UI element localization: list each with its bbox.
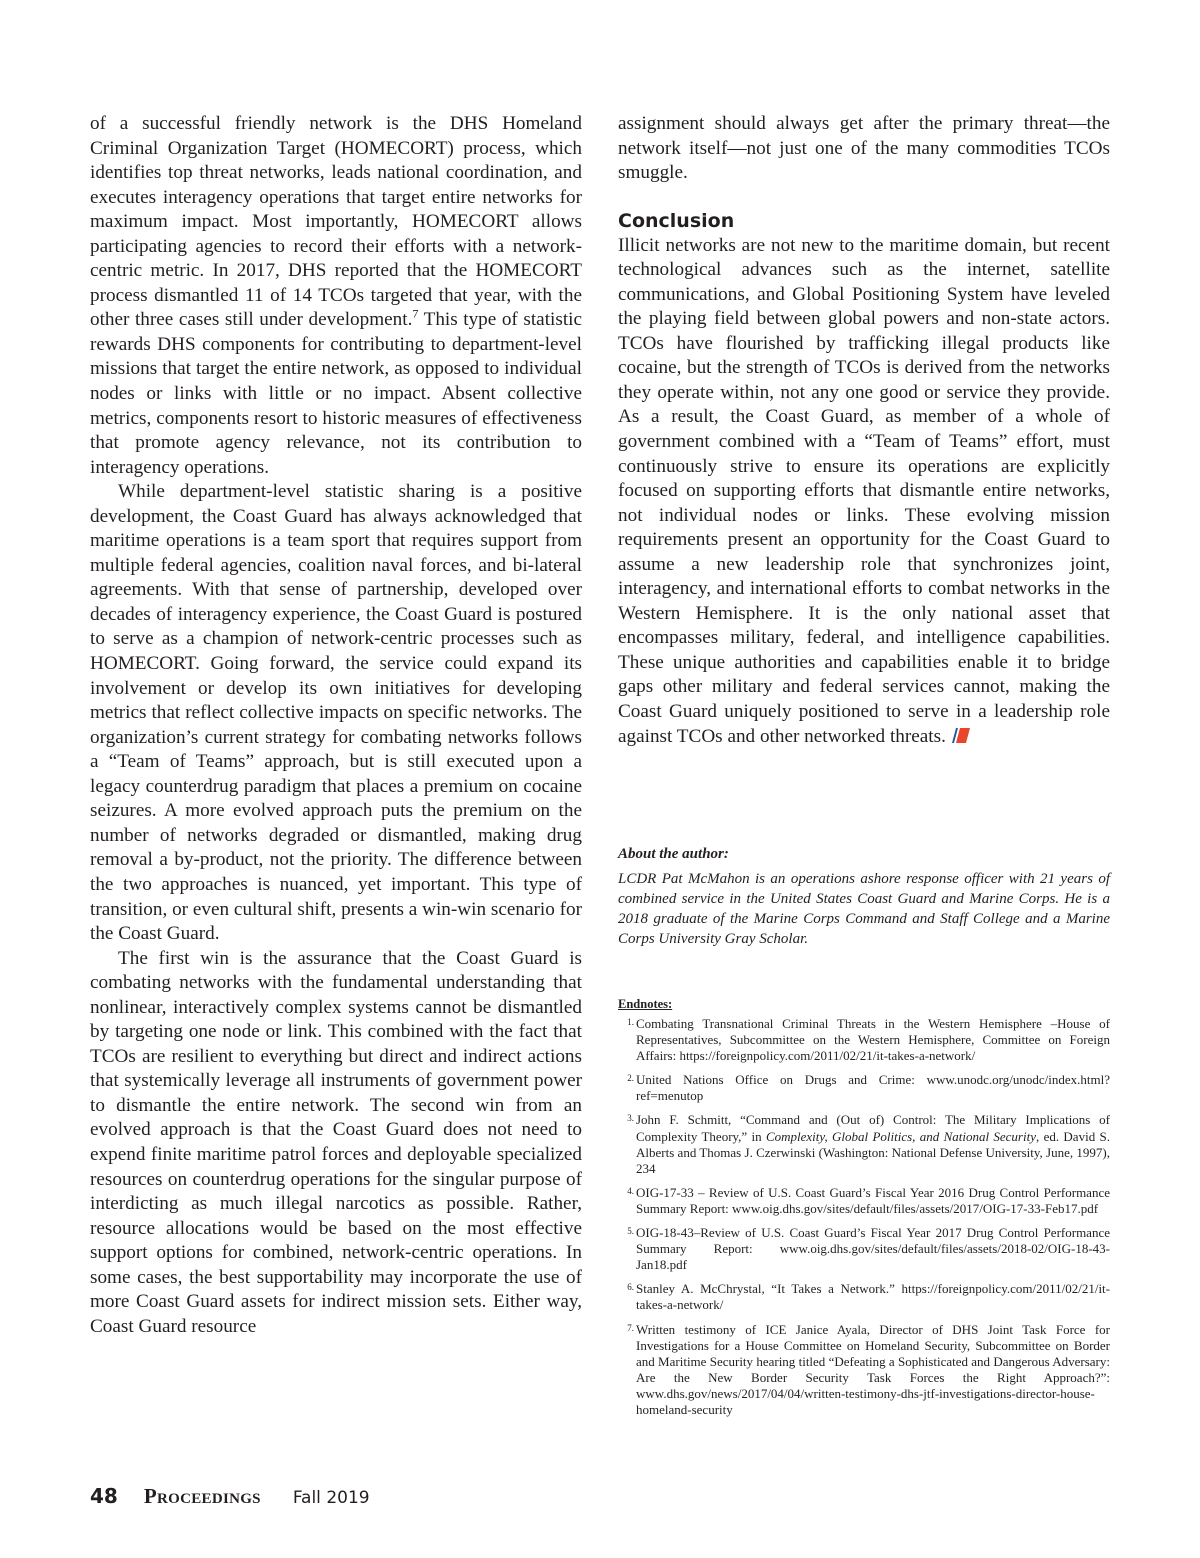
endnote-text: OIG-17-33 – Review of U.S. Coast Guard’s Fiscal Year 2016 Drug Control Performance Summary Report: www.oig.dhs.gov/sites/default/files/assets/2017/OIG-17-33-Feb17.pdf: [636, 1184, 1110, 1216]
endnote: [618, 1112, 1110, 1176]
endnotes: [618, 996, 1110, 1426]
issue-date: Fall 2019: [292, 1488, 370, 1508]
endnote: [618, 1225, 1110, 1273]
body-paragraph: While department-level statistic sharing is a positive development, the Coast Guard has always acknowledged that maritime operations is a team sport that requires support from multiple federal agencies, coalition naval forces, and bi-lateral agreements. With that sense of partnership, developed over decades of interagency experience, the Coast Guard is postured to serve as a champion of network-centric processes such as HOMECORT. Going forward, the service could expand its involvement or develop its own initiatives for developing metrics that reflect collective impacts on specific networks. The organization’s current strategy for combating networks follows a “Team of Teams” approach, but is still executed upon a legacy counterdrug paradigm that places a premium on cocaine seizures. A more evolved approach puts the premium on the number of networks degraded or dismantled, making drug removal a by-product, not the priority. The difference between the two approaches is nuanced, yet important. This type of transition, or even cultural shift, presents a win-win scenario for the Coast Guard.: [90, 481, 582, 945]
body-paragraph: [90, 112, 582, 480]
footnote-ref[interactable]: 7: [412, 306, 419, 321]
endnote-text: Written testimony of ICE Janice Ayala, Director of DHS Joint Task Force for Investigations for a House Committee on Homeland Security, Subcommittee on Border and Maritime Security hearing titled “Defeating a Sophisticated and Dangerous Adversary: Are the New Border Security Task Forces the Right Approach?”: www.dhs.gov/news/2017/04/04/written-testimony-dhs-jtf-investigations-director-house-homeland-security: [636, 1321, 1110, 1417]
left-column: [90, 112, 582, 1339]
paragraph-text: Illicit networks are not new to the maritime domain, but recent technological advances such as the internet, satellite communications, and Global Positioning System have leveled the playing field between global powers and non-state actors. TCOs have flourished by trafficking illegal products like cocaine, but the strength of TCOs is derived from the networks they operate within, not any one good or service they provide. As a result, the Coast Guard, as member of a whole of government combined with a “Team of Teams” effort, must continuously strive to ensure its operations are explicitly focused on supporting efforts that dismantle entire networks, not individual nodes or links. These evolving mission requirements present an opportunity for the Coast Guard to assume a new leadership role that synchronizes joint, interagency, and international efforts to combat networks in the Western Hemisphere. It is the only national asset that encompasses military, federal, and intelligence capabilities. These unique authorities and capabilities enable it to bridge gaps other military and federal services cannot, making the Coast Guard uniquely positioned to serve in a leadership role against TCOs and other networked threats.: [618, 234, 1110, 747]
endnote-number: 2.: [627, 1073, 634, 1084]
endnote-text: Combating Transnational Criminal Threats in the Western Hemisphere –House of Representatives, Subcommittee on the Western Hemisphere, Committee on Foreign Affairs: https://foreignpolicy.com/2011/02/21/it-takes-a-network/: [636, 1016, 1110, 1064]
endnote-number: 5.: [627, 1226, 634, 1237]
endnote-text-part: John F. Schmitt, “Command and (Out of) Control: The Military Implications of Complexity Theory,” in: [636, 1112, 1110, 1144]
right-column: [618, 112, 1110, 749]
endnote: [618, 1185, 1110, 1217]
endnote-text-part: , ed. David S. Alberts and Thomas J. Czerwinski (Washington: National Defense University, June, 1997), 234: [636, 1128, 1110, 1176]
endnotes-title: Endnotes:: [618, 997, 673, 1011]
endnote-number: 6.: [627, 1282, 634, 1293]
section-heading: Conclusion: [618, 209, 735, 232]
endnote-number: 7.: [627, 1322, 634, 1333]
endnote: [618, 1016, 1110, 1064]
about-title: About the author:: [618, 846, 729, 862]
body-paragraph: The first win is the assurance that the Coast Guard is combating networks with the fundamental understanding that nonlinear, interactively complex systems cannot be dismantled by targeting one node or link. This combined with the fact that TCOs are resilient to everything but direct and indirect actions that systemically leverage all instruments of government power to dismantle the entire network. The second win from an evolved approach is that the Coast Guard does not need to expend finite maritime patrol forces and deployable specialized resources on counterdrug operations for the singular purpose of interdicting as much illegal narcotics as possible. Rather, resource allocations would be based on the most effective support options for combined, network-centric operations. In some cases, the best supportability may incorporate the use of more Coast Guard assets for indirect mission sets. Either way, Coast Guard resource: [90, 947, 582, 1337]
endnote: [618, 1322, 1110, 1419]
paragraph-text: of a successful friendly network is the DHS Homeland Criminal Organization Target (HOMECORT) process, which identifies top threat networks, leads national coordination, and executes interagency operations that target entire networks for maximum impact. Most importantly, HOMECORT allows participating agencies to record their efforts with a network-centric metric. In 2017, DHS reported that the HOMECORT process dismantled 11 of 14 TCOs targeted that year, with the other three cases still under development.: [90, 113, 582, 331]
endnote-number: 4.: [627, 1185, 634, 1196]
end-mark-icon: [950, 728, 970, 743]
body-paragraph: assignment should always get after the primary threat—the network itself—not just one of the many commodities TCOs smuggle.: [618, 113, 1110, 184]
endnote-text: OIG-18-43–Review of U.S. Coast Guard’s Fiscal Year 2017 Drug Control Performance Summary Report: www.oig.dhs.gov/sites/default/files/assets/2018-02/OIG-18-43-Jan18.pdf: [636, 1225, 1110, 1273]
endnote-number: 1.: [627, 1017, 634, 1027]
endnote-number: 3.: [627, 1113, 634, 1124]
paragraph-text: This type of statistic rewards DHS components for contributing to department-level missions that target the entire network, as opposed to individual nodes or links with little or no impact. Absent collective metrics, components resort to historic measures of effectiveness that promote agency relevance, not its contribution to interagency operations.: [90, 309, 582, 478]
conclusion-paragraph: [618, 234, 1110, 749]
about-text: LCDR Pat McMahon is an operations ashore response officer with 21 years of combined service in the United States Coast Guard and Marine Corps. He is a 2018 graduate of the Marine Corps Command and Staff College and a Marine Corps University Gray Scholar.: [618, 871, 1110, 947]
endnote-text: [636, 1112, 1110, 1176]
endnote: [618, 1072, 1110, 1104]
endnote-text: Stanley A. McChrystal, “It Takes a Network.” https://foreignpolicy.com/2011/02/21/it-takes-a-network/: [636, 1281, 1110, 1313]
about-author: [618, 845, 1110, 949]
page-footer: [90, 1484, 370, 1514]
publication-name: Proceedings: [143, 1484, 261, 1508]
endnote: [618, 1281, 1110, 1313]
end-mark-red-block: [956, 728, 970, 743]
page-number: 48: [90, 1484, 118, 1508]
endnote-book-title: Complexity, Global Politics, and National Security: [765, 1128, 1036, 1144]
endnote-text: United Nations Office on Drugs and Crime: www.unodc.org/unodc/index.html?ref=menutop: [636, 1072, 1110, 1104]
